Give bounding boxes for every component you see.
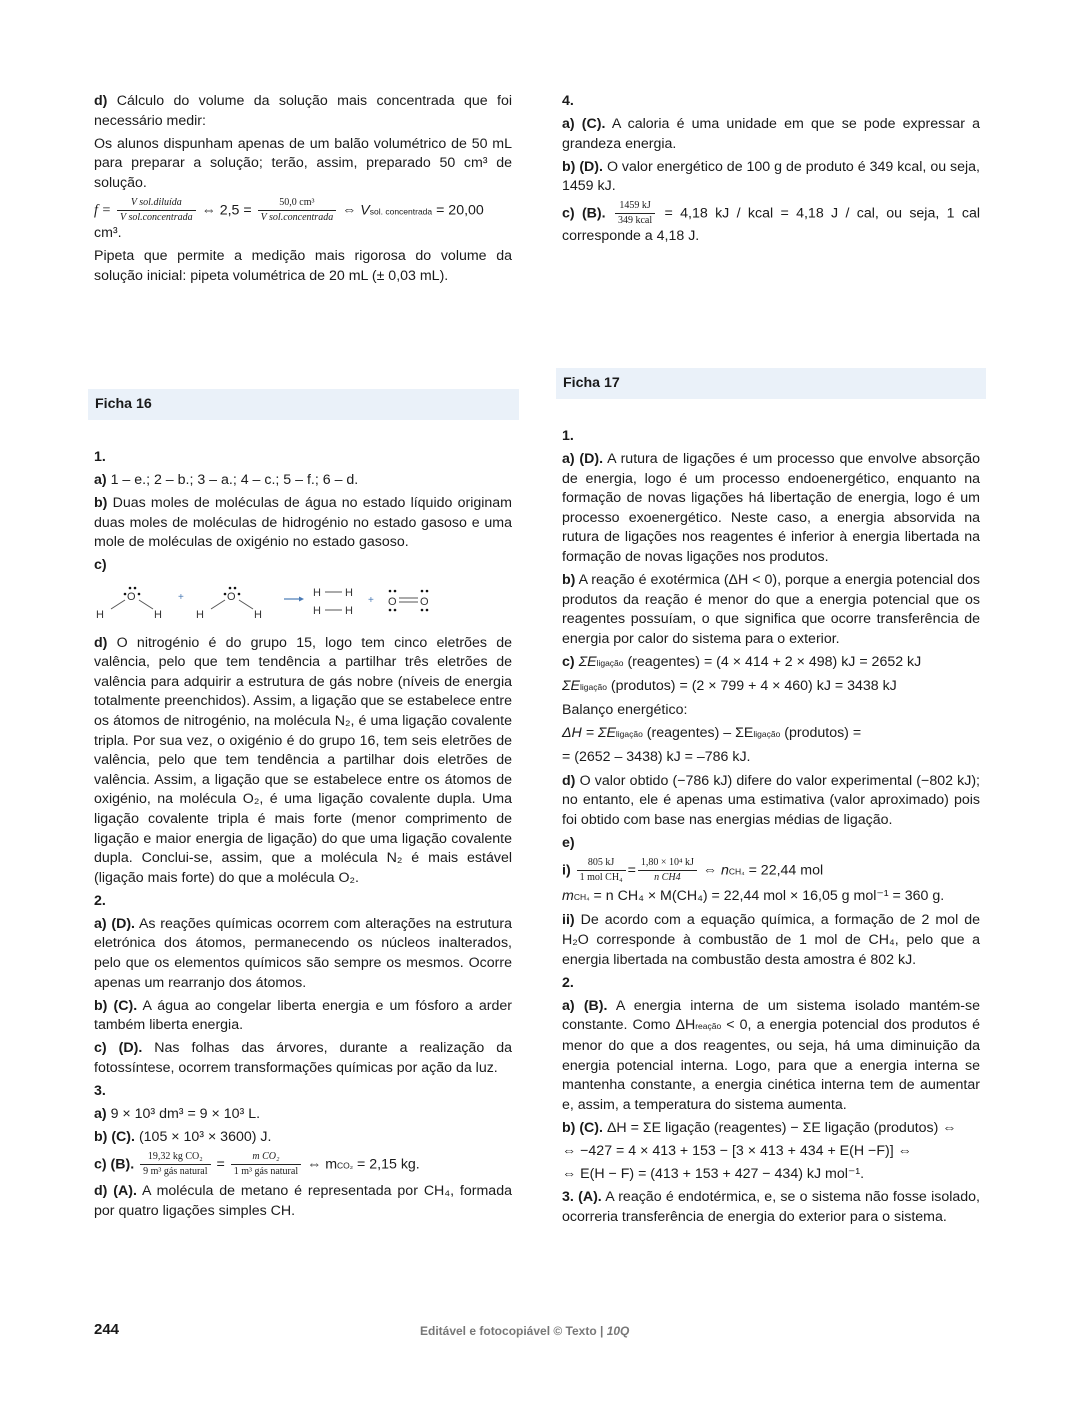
item-label: d)	[94, 634, 108, 651]
eq-text: =	[216, 1156, 225, 1173]
denominator: n CH4	[654, 871, 681, 883]
hydrogen-atom: H	[96, 608, 104, 620]
hydrogen-atom: H	[345, 604, 353, 617]
subscript: reação	[695, 1021, 722, 1032]
item-label: b)	[94, 495, 108, 512]
item-text: < 0, a energia potencial dos produtos é menor do que a dos reagentes, ou seja, há uma diminuição da energia potencial interna. Logo, para que a energia interna se mantenha constante, a energia cinética interna tem de aumentar e, assim, a temperatura do sistema aumenta.	[562, 1017, 980, 1113]
oxygen-atom: O	[127, 590, 136, 603]
item-label: d) (A).	[94, 1182, 137, 1199]
item-label: b) (D).	[562, 158, 603, 175]
right-top-section	[562, 92, 980, 251]
lewis-structures-diagram	[94, 580, 444, 620]
denominator: 1 m³ gás natural	[233, 1166, 299, 1178]
item-label: c) (B).	[562, 205, 606, 222]
fraction	[117, 197, 196, 224]
answer-3a	[94, 1105, 512, 1125]
item-text: A água ao congelar liberta energia e um fósforo a arder também liberta energia.	[94, 997, 512, 1034]
eq-text: ⇔ 2,5 =	[201, 202, 252, 219]
item-label: a) (B).	[562, 997, 608, 1014]
hydrogen-atom: H	[313, 604, 321, 617]
item-label: a) (C).	[562, 116, 606, 133]
item-label: c) (D).	[94, 1040, 143, 1057]
answer-d	[94, 634, 512, 889]
numerator: m CO₂	[231, 1151, 301, 1165]
section-header-ficha-17: Ficha 17	[556, 368, 986, 399]
oxygen-atom: O	[227, 590, 236, 603]
answer-b	[562, 158, 980, 197]
answer-e-ii	[562, 911, 980, 970]
answer-b	[562, 571, 980, 649]
subscript: sol. concentrada	[369, 206, 433, 217]
item-label: b) (C).	[562, 1119, 603, 1136]
subscript: CH₄	[573, 892, 590, 903]
answer-a	[562, 115, 980, 154]
ficha-16-content	[94, 448, 512, 1225]
water-molecule	[96, 586, 162, 619]
item-label: i)	[562, 862, 571, 879]
fraction	[231, 1151, 301, 1178]
oxygen-molecule	[388, 589, 429, 611]
denominator: 9 m³ gás natural	[143, 1166, 208, 1178]
answer-e-i-line2	[562, 887, 980, 908]
reaction-arrow-icon	[284, 596, 304, 601]
answer-2b-line2: ⇔ −427 = 4 × 413 + 153 − [3 × 413 + 434 + E(H −F)] ⇔	[562, 1143, 912, 1159]
denominator: V sol.concentrada	[260, 211, 334, 223]
answer-3b	[94, 1128, 512, 1148]
subscript: ligação	[596, 658, 624, 669]
question-number: 1.	[94, 449, 106, 465]
numerator: 19,32 kg CO₂	[140, 1151, 210, 1165]
eq-result: = 2,15 kg.	[357, 1156, 420, 1173]
eq-text: ⇔ V	[342, 202, 370, 219]
item-label: d)	[562, 772, 576, 789]
eq-text: (produtos) = (2 × 799 + 4 × 460) kJ = 3438 kJ	[610, 678, 897, 695]
answer-d	[562, 772, 980, 831]
item-text: (105 × 10³ × 3600) J.	[138, 1129, 272, 1146]
numerator: V sol.diluída	[117, 197, 196, 211]
denominator: V sol.concentrada	[120, 211, 193, 223]
fraction	[638, 857, 697, 884]
fraction	[140, 1151, 210, 1178]
answer-b	[94, 494, 512, 553]
denominator: 1 mol CH₄	[579, 871, 623, 883]
eq-text: ΔH = ΣE	[562, 725, 616, 742]
item-text: A energia interna de um sistema isolado mantém-se constante. Como ΔH	[562, 997, 980, 1034]
hydrogen-atom: H	[154, 608, 162, 620]
answer-2b	[94, 997, 512, 1036]
item-text: 9 × 10³ dm³ = 9 × 10³ L.	[110, 1106, 261, 1123]
answer-2c	[94, 1039, 512, 1078]
answer-2a	[94, 915, 512, 993]
subscript: CO₂	[337, 1160, 354, 1171]
item-label: e)	[562, 834, 575, 851]
answer-c-line3: Balanço energético:	[562, 702, 688, 719]
hydrogen-atom: H	[313, 586, 321, 599]
denominator: 349 kcal	[617, 215, 653, 227]
answer-2a	[562, 997, 980, 1116]
answer-2b-line1	[562, 1119, 980, 1139]
ficha-17-content	[562, 427, 980, 1231]
plus-sign: +	[178, 591, 184, 603]
book-code: 10Q	[606, 1324, 630, 1338]
item-label: b) (C).	[94, 1129, 135, 1146]
item-text: O valor energético de 100 g de produto é 349 kcal, ou seja, 1459 kJ.	[562, 158, 981, 195]
item-label: b)	[562, 572, 576, 589]
item-text: 1 – e.; 2 – b.; 3 – a.; 4 – c.; 5 – f.; 6 – d.	[110, 472, 359, 489]
section-header-ficha-16: Ficha 16	[88, 389, 519, 420]
item-text: O valor obtido (−786 kJ) difere do valor experimental (−802 kJ); no entanto, ele é apenas uma estimativa (valor aproximado) pois foi obtido com base nas energias médias de ligação.	[562, 772, 980, 828]
item-text: O nitrogénio é do grupo 15, logo tem cinco eletrões de valência, pelo que tem tendência a partilhar três eletrões de valência para adquirir a estrutura de gás nobre (níveis de energia totalmente preenchidos). Assim, a ligação que se estabelece entre os átomos de nitrogénio, na molécula N₂, é uma ligação covalente tripla. Por sua vez, o oxigénio é do grupo 16, tem seis eletrões de valência, pelo que tem tendência a partilhar dois eletrões de valência. Assim, a ligação que se estabelece entre os átomos de oxigénio, na molécula O₂, é uma ligação covalente dupla. Uma ligação covalente tripla é mais forte (menor comprimento de ligação e maior energia de ligação) do que uma ligação covalente dupla. Conclui-se, assim, que a molécula N₂ é mais estável (ligação mais forte) do que a molécula O₂.	[94, 634, 512, 886]
subscript: CH₄	[728, 866, 745, 877]
eq-result: = 20,00 cm³.	[94, 202, 484, 241]
numerator: 1,80 × 10⁴ kJ	[638, 857, 697, 871]
eq-text: ΣE	[562, 678, 580, 695]
oxygen-atom: O	[420, 595, 429, 608]
answer-3d	[94, 1182, 512, 1221]
item-text: As reações químicas ocorrem com alterações na estrutura eletrónica dos átomos, permanecendo os núcleos inalterados, pelo que os elementos químicos são sempre os mesmos. Ocorre apenas um rearranjo dos átomos.	[94, 915, 512, 991]
water-molecule	[196, 586, 262, 619]
answer-2b-line3: ⇔ E(H − F) = (413 + 153 + 427 − 434) kJ mol⁻¹.	[562, 1166, 865, 1183]
eq-text: (reagentes) – ΣE	[646, 725, 754, 742]
eq-text: m	[562, 888, 574, 905]
page-number: 244	[94, 1321, 120, 1338]
hydrogen-atom: H	[345, 586, 353, 599]
answer-3c	[94, 1151, 512, 1178]
item-text: A reação é exotérmica (ΔH < 0), porque a energia potencial dos produtos da reação é menor do que a energia potencial que os reagentes possuíam, o que significa que ocorre transferência de energia por calor do sistema para o exterior.	[562, 572, 980, 647]
answer-e	[562, 834, 980, 854]
answer-c	[562, 200, 980, 247]
answer-c	[94, 556, 512, 576]
item-text: De acordo com a equação química, a formação de 2 mol de H₂O corresponde à combustão de 1 mol de CH₄, pelo que a energia libertada na combustão desta amostra é 802 kJ.	[562, 912, 980, 968]
question-number: 1.	[562, 428, 574, 444]
eq-text: (produtos) =	[784, 725, 862, 742]
item-label: a)	[94, 472, 107, 489]
item-text: A molécula de metano é representada por CH₄, formada por quatro ligações simples CH.	[94, 1182, 512, 1219]
item-label: d)	[94, 93, 108, 109]
subscript: ligação	[615, 729, 643, 740]
item-label: a)	[94, 1106, 107, 1123]
item-label: ii)	[562, 912, 575, 929]
plus-sign: +	[368, 594, 374, 606]
answer-c-line5: = (2652 – 3438) kJ = –786 kJ.	[562, 749, 751, 766]
answer-3	[562, 1188, 980, 1227]
question-number: 2.	[562, 974, 574, 991]
item-label: c)	[562, 654, 575, 671]
paragraph: Pipeta que permite a medição mais rigorosa do volume da solução inicial: pipeta volumétrica de 20 mL (± 0,03 mL).	[94, 248, 512, 284]
eq-text: ΔH = ΣE ligação (reagentes) − ΣE ligação (produtos) ⇔	[606, 1119, 957, 1136]
paragraph-d	[94, 92, 512, 131]
copyright-text: Editável e fotocopiável © Texto |	[420, 1324, 607, 1338]
numerator: 1459 kJ	[615, 200, 655, 214]
answer-c-line4	[562, 724, 980, 745]
eq-text: ΣE	[578, 654, 597, 671]
eq-text: ⇔ n	[702, 862, 729, 879]
oxygen-atom: O	[388, 595, 397, 608]
eq-text: (reagentes) = (4 × 414 + 2 × 498) kJ = 2652 kJ	[627, 654, 922, 671]
hydrogen-atom: H	[254, 608, 262, 620]
eq-text: ⇔ m	[307, 1156, 338, 1173]
eq-text: = n CH₄ × M(CH₄) = 22,44 mol × 16,05 g mol⁻¹ = 360 g.	[593, 888, 945, 905]
question-number: 2.	[94, 892, 106, 909]
answer-c-line2	[562, 677, 980, 698]
item-text: Cálculo do volume da solução mais concentrada que foi necessário medir:	[94, 93, 512, 129]
subscript: ligação	[579, 682, 607, 693]
question-number: 3.	[94, 1083, 106, 1100]
item-label: 3. (A).	[562, 1189, 602, 1206]
eq-text: =	[627, 862, 636, 879]
hydrogen-molecules	[313, 587, 353, 617]
eq-text: f =	[94, 202, 112, 219]
hydrogen-atom: H	[196, 608, 204, 620]
item-label: a) (D).	[562, 451, 604, 468]
fraction	[258, 197, 337, 224]
footer-copyright	[420, 1324, 629, 1338]
item-label: b) (C).	[94, 997, 138, 1014]
item-label: a) (D).	[94, 915, 135, 932]
item-label: c)	[94, 557, 107, 574]
item-text: A caloria é uma unidade em que se pode expressar a grandeza energia.	[562, 116, 980, 152]
fraction	[615, 200, 655, 227]
subscript: ligação	[753, 729, 781, 740]
item-text: Nas folhas das árvores, durante a realização da fotossíntese, ocorrem transformações químicas por ação da luz.	[94, 1040, 512, 1077]
left-top-section	[94, 92, 512, 290]
numerator: 805 kJ	[577, 857, 626, 871]
paragraph: Os alunos dispunham apenas de um balão volumétrico de 50 mL para preparar a solução; terão, assim, preparado 50 cm³ de solução.	[94, 135, 512, 191]
answer-c-line1	[562, 653, 980, 674]
item-text: = 4,18 kJ / kcal = 4,18 J / cal, ou seja, 1 cal corresponde a 4,18 J.	[562, 205, 981, 245]
item-label: c) (B).	[94, 1156, 135, 1173]
answer-e-i	[562, 857, 980, 884]
numerator: 50,0 cm³	[258, 197, 337, 211]
answer-a	[94, 471, 512, 491]
question-number: 4.	[562, 93, 574, 109]
fraction	[577, 857, 626, 884]
item-text: A rutura de ligações é um processo que envolve absorção de energia, logo é um processo endoenergético, enquanto na formação de novas ligações há libertação de energia, logo é um processo exoenergético. Neste caso, a energia absorvida na rutura de ligações nos reagentes é inferior à energia libertada na formação de novas ligações nos produtos.	[562, 451, 980, 566]
eq-result: = 22,44 mol	[748, 862, 824, 879]
answer-a	[562, 450, 980, 568]
dilution-equation	[94, 197, 512, 244]
item-text: A reação é endotérmica, e, se o sistema não fosse isolado, ocorreria transferência de energia do exterior para o sistema.	[562, 1189, 980, 1225]
item-text: Duas moles de moléculas de água no estado líquido originam duas moles de moléculas de hidrogénio no estado gasoso e uma mole de moléculas de oxigénio no estado gasoso.	[94, 495, 512, 551]
